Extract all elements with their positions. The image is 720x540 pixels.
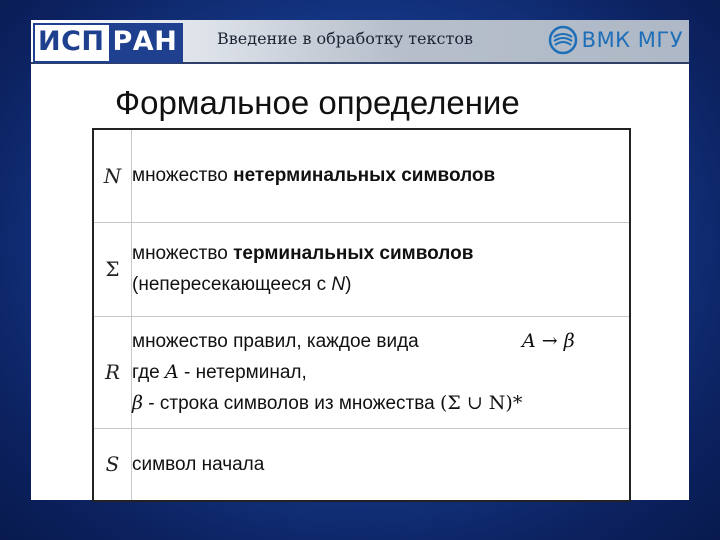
row-description [132,316,631,428]
table-row [93,428,630,501]
rule-line-3 [132,388,629,419]
definition-table [92,128,631,502]
table-row [93,129,630,222]
desc-bold: нетерминальных символов [233,165,496,187]
rule-line-2 [132,357,629,388]
desc-note-suffix: ) [345,274,352,295]
vmk-emblem-icon [548,25,578,55]
row-symbol: N [93,129,132,222]
logo-right-text: РАН [109,25,182,61]
desc-note-symbol: N [331,274,346,295]
vmk-msu-text: ВМК МГУ [581,28,683,52]
rule-formula: A → β [522,329,575,352]
desc-plain: символ начала [132,453,265,475]
desc-plain: множество [132,165,234,187]
row-symbol: Σ [93,222,132,316]
page-title: Формальное определение [115,84,520,121]
desc-plain: множество [132,243,234,264]
rule-symbol-a: A [165,360,179,383]
rule-symbol-beta: β [132,391,143,414]
rule-set-formula: (Σ ∪ N)* [439,391,523,414]
rule-line-1 [132,326,629,357]
desc-bold: терминальных символов [233,243,474,264]
isp-ran-logo [33,23,183,63]
course-title: Введение в обработку текстов [217,29,473,48]
row-symbol: S [93,428,132,501]
row-description [132,129,631,222]
table-row [93,222,630,316]
row-symbol: R [93,316,132,428]
desc-note-prefix: (непересекающееся с [132,274,332,295]
rule-nonterminal-text: - нетерминал, [178,361,307,383]
rule-text: множество правил, каждое вида [132,330,419,352]
row-description [132,222,631,316]
header-bar [31,20,689,64]
rule-where: где [132,361,166,383]
logo-left-text: ИСП [35,25,109,61]
vmk-msu-logo [548,25,683,55]
rule-string-text: - строка символов из множества [142,392,440,414]
row-description [132,428,631,501]
table-row [93,316,630,428]
